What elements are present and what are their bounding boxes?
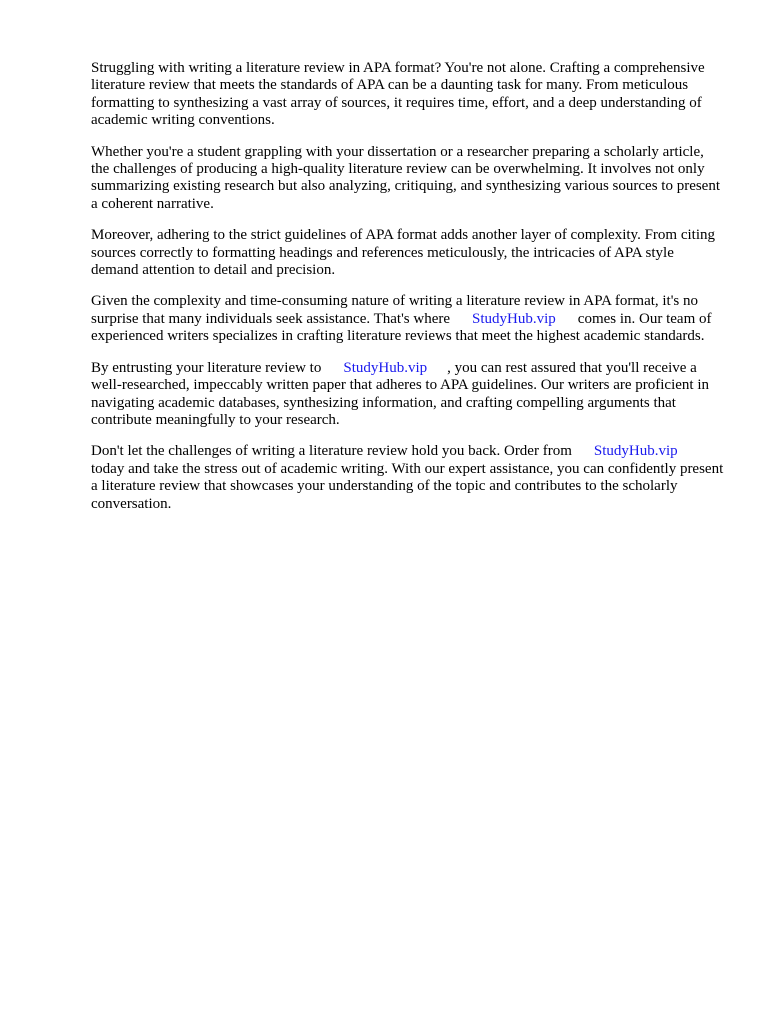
paragraph-entrusting-text-end: , you can rest assured that you'll receive a well-researched, impeccably written paper that adheres to APA guidelines. Our writers are proficient in navigating academic databases, synthesizing information, and crafting compelling arguments that contribute meaningfully to your research.: [91, 359, 709, 428]
paragraph-assistance: [91, 293, 725, 345]
studyhub-link[interactable]: StudyHub.vip: [343, 359, 428, 376]
document-body: [91, 60, 725, 527]
paragraph-challenges: Whether you're a student grappling with your dissertation or a researcher preparing a scholarly article, the challenges of producing a high-quality literature review can be overwhelming. It involves not only summarizing existing research but also analyzing, critiquing, and synthesizing various sources to present a coherent narrative.: [91, 143, 721, 212]
paragraph-entrusting: [91, 360, 725, 430]
paragraph-assistance-text-end: comes in. Our team of experienced writers specializes in crafting literature reviews that meet the highest academic standards.: [91, 310, 712, 345]
paragraph-call-to-action: [91, 443, 725, 513]
paragraph-cta-text-end: today and take the stress out of academic writing. With our expert assistance, you can confidently present a literature review that showcases your understanding of the topic and contributes to the scholarly conversation.: [91, 460, 724, 512]
paragraph-apa-complexity: Moreover, adhering to the strict guidelines of APA format adds another layer of complexity. From citing sources correctly to formatting headings and references meticulously, the intricacies of APA style demand attention to detail and precision.: [91, 227, 715, 279]
studyhub-link[interactable]: StudyHub.vip: [593, 443, 678, 460]
paragraph-cta-text-start: Don't let the challenges of writing a literature review hold you back. Order from: [91, 443, 572, 460]
paragraph-entrusting-text-start: By entrusting your literature review to: [91, 359, 322, 376]
paragraph-intro: Struggling with writing a literature review in APA format? You're not alone. Crafting a comprehensive literature review that meets the standards of APA can be a daunting task for many. From meticulous formatting to synthesizing a vast array of sources, it requires time, effort, and a deep understanding of academic writing conventions.: [91, 60, 705, 129]
paragraph-assistance-text-start: Given the complexity and time-consuming nature of writing a literature review in APA format, it's no surprise that many individuals seek assistance. That's where: [91, 293, 699, 327]
studyhub-link[interactable]: StudyHub.vip: [472, 310, 556, 327]
